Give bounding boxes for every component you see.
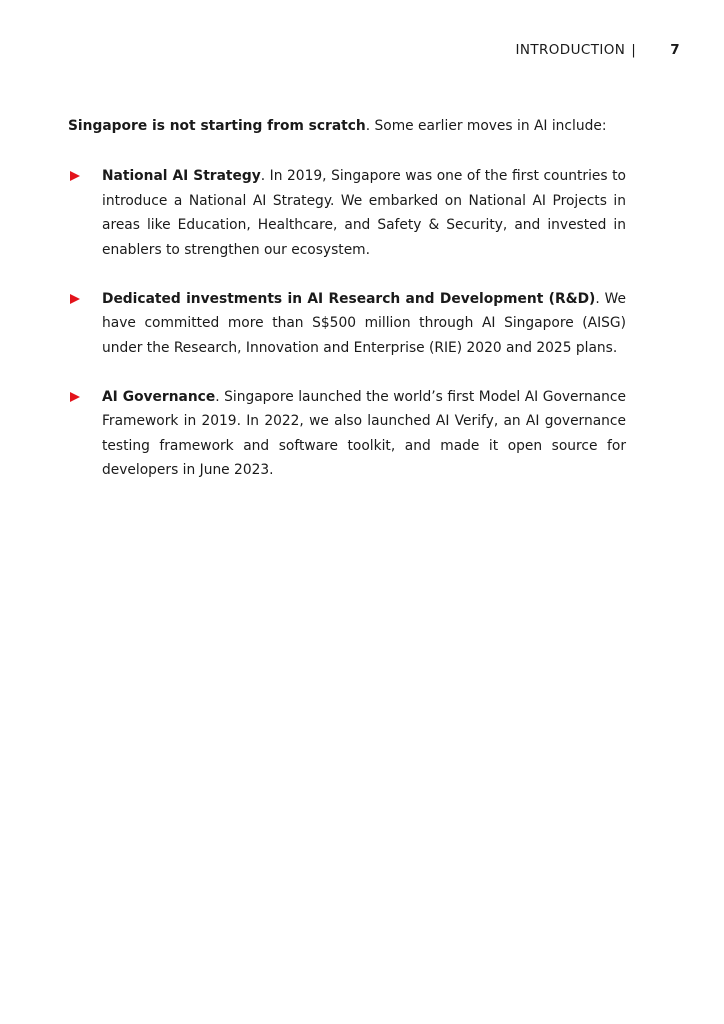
- bullet-text: . We have committed more than S$500 million through AI Singapore (AISG) under the Research, Innovation and Enterprise (RIE) 2020 and 2025 plans.: [102, 290, 626, 356]
- bullet-title: National AI Strategy: [102, 168, 261, 184]
- section-title: INTRODUCTION: [515, 42, 626, 58]
- bullet-item-ai-rnd-investments: [68, 287, 626, 361]
- bullet-item-national-ai-strategy: [68, 164, 626, 262]
- bullet-list: [68, 164, 626, 507]
- triangle-bullet-icon: [70, 294, 80, 304]
- intro-bold-lead: Singapore is not starting from scratch: [68, 118, 366, 134]
- bullet-item-ai-governance: [68, 385, 626, 483]
- triangle-bullet-icon: [70, 392, 80, 402]
- intro-paragraph: [68, 116, 628, 136]
- header-separator: |: [631, 42, 637, 58]
- triangle-bullet-icon: [70, 171, 80, 181]
- intro-text: . Some earlier moves in AI include:: [365, 118, 607, 134]
- running-header: [515, 41, 680, 59]
- bullet-title: Dedicated investments in AI Research and Development (R&D): [102, 290, 596, 307]
- bullet-text: . Singapore launched the world’s first Model AI Governance Framework in 2019. In 2022, we also launched AI Verify, an AI governance testing framework and software toolkit, and made it open source for developers in June 2023.: [102, 388, 626, 478]
- bullet-title: AI Governance: [102, 388, 216, 405]
- page-number: 7: [670, 42, 680, 58]
- bullet-text: . In 2019, Singapore was one of the first countries to introduce a National AI Strategy. We embarked on National AI Projects in areas like Education, Healthcare, and Safety & Security, and invested in enablers to strengthen our ecosystem.: [102, 168, 626, 258]
